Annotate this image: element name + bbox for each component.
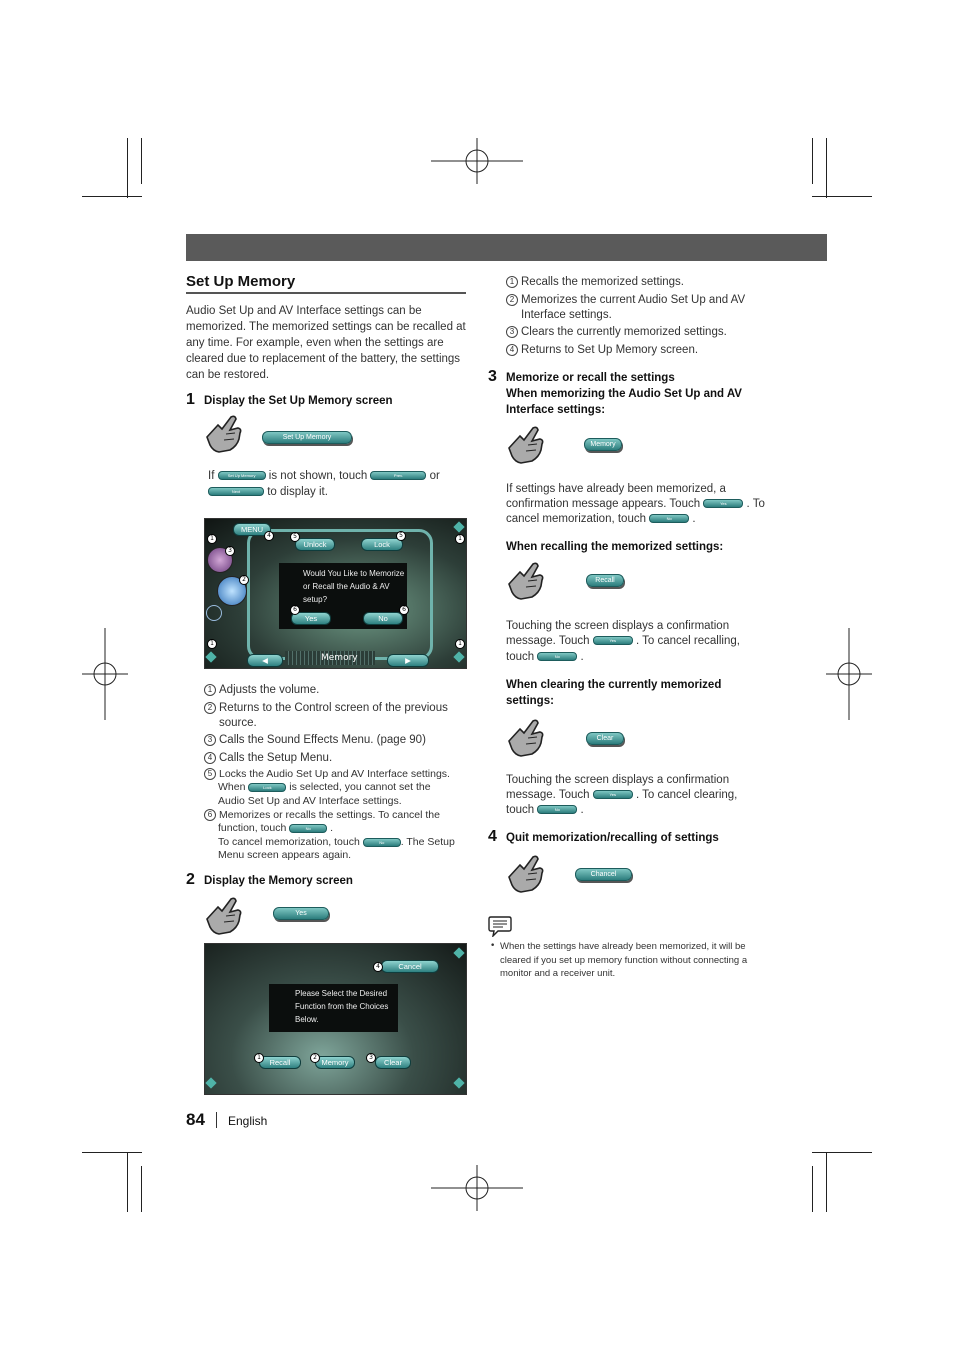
memorize-text: If settings have already been memorized, a <box>506 483 726 495</box>
clear-subtitle: When clearing the currently memorized settings: <box>506 679 722 707</box>
confirm-dialog: Would You Like to Memorize or Recall the Audio & AV setup? <box>279 563 407 629</box>
no-button[interactable]: No <box>363 612 403 625</box>
list-item: 2 Memorizes the current Audio Set Up and AV <box>506 293 745 307</box>
recall-text: message. Touch Yes . To cancel recalling, <box>506 635 740 647</box>
step-2-title: Display the Memory screen <box>204 875 353 887</box>
memorize-subtitle: When memorizing the Audio Set Up and AV Interface settings: <box>506 388 742 416</box>
down-arrow-icon[interactable] <box>205 1077 216 1088</box>
registration-mark-top <box>431 138 523 184</box>
touch-hand-icon <box>506 425 546 465</box>
touch-hand-icon <box>506 561 546 601</box>
set-up-memory-button[interactable]: Set Up Memory <box>262 431 352 444</box>
list-item: 1 Recalls the memorized settings. <box>506 275 684 289</box>
recall-button[interactable]: Recall <box>586 574 624 587</box>
step-1-number: 1 <box>186 391 195 408</box>
header-bar <box>186 234 827 261</box>
memory-button[interactable]: Memory <box>584 438 622 451</box>
step-4-number: 4 <box>488 828 497 845</box>
menu-button[interactable]: MENU <box>233 523 271 536</box>
down-arrow-icon[interactable] <box>453 1077 464 1088</box>
select-dialog: Please Select the Desired Function from the Choices Below. <box>269 984 398 1032</box>
crop-mark <box>812 1152 872 1153</box>
recall-subtitle: When recalling the memorized settings: <box>506 541 724 553</box>
recall-button[interactable]: Recall <box>259 1056 301 1069</box>
crop-mark <box>812 196 872 197</box>
registration-mark-bottom <box>431 1165 523 1211</box>
inline-no-button[interactable]: No <box>537 652 577 661</box>
down-arrow-icon[interactable] <box>453 651 464 662</box>
step-3-number: 3 <box>488 368 497 385</box>
list-item: function, touch No . <box>218 822 334 834</box>
crop-mark <box>826 138 827 198</box>
registration-mark-left <box>82 628 128 720</box>
lock-button[interactable]: Lock <box>361 538 403 551</box>
crop-mark <box>127 138 128 198</box>
clear-button[interactable]: Clear <box>586 732 624 745</box>
touch-hand-icon <box>506 854 546 894</box>
step-1-title: Display the Set Up Memory screen <box>204 395 393 407</box>
inline-no-button[interactable]: No <box>649 514 689 523</box>
yes-button[interactable]: Yes <box>291 612 331 625</box>
crop-mark <box>82 196 142 197</box>
list-item: 3 Calls the Sound Effects Menu. (page 90) <box>204 733 426 747</box>
section-title: Set Up Memory <box>186 273 466 294</box>
registration-mark-right <box>826 628 872 720</box>
language-label: English <box>228 1114 268 1128</box>
inline-set-up-memory-button[interactable]: Set Up Memory <box>218 471 266 480</box>
touch-hand-icon <box>506 718 546 758</box>
recall-text: touch No . <box>506 651 584 663</box>
inline-prev-button[interactable]: Prev. <box>370 471 426 480</box>
clear-text: message. Touch Yes . To cancel clearing, <box>506 789 738 801</box>
touch-hand-icon <box>204 414 244 454</box>
inline-lock-button[interactable]: Lock <box>248 783 286 792</box>
note-icon <box>488 915 512 937</box>
memory-label: Memory <box>321 653 358 663</box>
memorize-text: cancel memorization, touch No . <box>506 513 696 525</box>
left-arrow-button[interactable]: ◀ <box>247 654 283 667</box>
up-arrow-icon[interactable] <box>453 521 464 532</box>
crop-mark <box>826 1152 827 1212</box>
crop-mark <box>812 1166 813 1212</box>
memory-button[interactable]: Memory <box>315 1056 355 1069</box>
yes-button[interactable]: Yes <box>273 907 329 920</box>
note-text: When the settings have already been memorized, it will be cleared if you set up memory function without connecting a monitor and a receiver unit. <box>500 941 748 979</box>
set-up-memory-screen: MENU Unlock Lock Would You Like to Memorize or Recall the Audio & AV setup? Yes No Memory ◀ ▶ 1 4 3 2 5 5 1 6 6 1 1 <box>204 518 467 669</box>
crop-mark <box>812 138 813 184</box>
list-item: Interface settings. <box>521 309 612 321</box>
list-item: 5 Locks the Audio Set Up and AV Interface settings. <box>204 767 450 781</box>
down-arrow-icon[interactable] <box>205 651 216 662</box>
inline-yes-button[interactable]: Yes <box>593 790 633 799</box>
intro-text: Audio Set Up and AV Interface settings can be memorized. The memorized settings can be recalled at any time. For example, even when the settings are cleared due to replacement of the battery, the settings can be restored. <box>186 305 466 381</box>
list-item: Menu screen appears again. <box>218 849 352 861</box>
step-4-title: Quit memorization/recalling of settings <box>506 832 719 844</box>
inline-no-button[interactable]: No <box>363 838 401 847</box>
unlock-button[interactable]: Unlock <box>295 538 335 551</box>
list-item: To cancel memorization, touch No . The Setup <box>218 836 455 848</box>
crop-mark <box>141 1166 142 1212</box>
inline-no-button[interactable]: No <box>289 824 327 833</box>
list-item: When Lock is selected, you cannot set the <box>218 781 431 793</box>
list-item: source. <box>219 717 257 729</box>
memory-screen: Cancel Please Select the Desired Function from the Choices Below. Recall Memory Clear 4 1 2 3 <box>204 943 467 1095</box>
up-arrow-icon[interactable] <box>453 947 464 958</box>
list-item: 1 Adjusts the volume. <box>204 683 319 697</box>
chancel-button[interactable]: Chancel <box>575 868 632 881</box>
recall-text: Touching the screen displays a confirmation <box>506 620 730 632</box>
list-item: 4 Calls the Setup Menu. <box>204 751 332 765</box>
list-item: Audio Set Up and AV Interface settings. <box>218 795 402 807</box>
step-1-note: If Set Up Memory is not shown, touch Prev. or Next to display it. <box>208 470 440 498</box>
inline-yes-button[interactable]: Yes <box>703 499 743 508</box>
list-item: 4 Returns to Set Up Memory screen. <box>506 343 698 357</box>
list-item: 6 Memorizes or recalls the settings. To cancel the <box>204 808 440 822</box>
inline-yes-button[interactable]: Yes <box>593 636 633 645</box>
clear-text: Touching the screen displays a confirmation <box>506 774 730 786</box>
inline-no-button[interactable]: No <box>537 805 577 814</box>
touch-hand-icon <box>204 896 244 936</box>
footer-divider <box>216 1112 217 1128</box>
clear-button[interactable]: Clear <box>375 1056 411 1069</box>
page-number: 84 <box>186 1110 205 1129</box>
cancel-button[interactable]: Cancel <box>381 960 439 973</box>
crop-mark <box>127 1152 128 1212</box>
list-item: 2 Returns to the Control screen of the previous <box>204 701 448 715</box>
volume-icon[interactable] <box>206 605 222 621</box>
list-item: 3 Clears the currently memorized settings. <box>506 325 727 339</box>
memorize-text: confirmation message appears. Touch Yes . To <box>506 498 765 510</box>
crop-mark <box>82 1152 142 1153</box>
step-3-title: Memorize or recall the settings <box>506 372 675 384</box>
inline-next-button[interactable]: Next <box>208 487 264 496</box>
crop-mark <box>141 138 142 184</box>
step-2-number: 2 <box>186 871 195 888</box>
right-arrow-button[interactable]: ▶ <box>387 654 429 667</box>
clear-text: touch No . <box>506 804 584 816</box>
